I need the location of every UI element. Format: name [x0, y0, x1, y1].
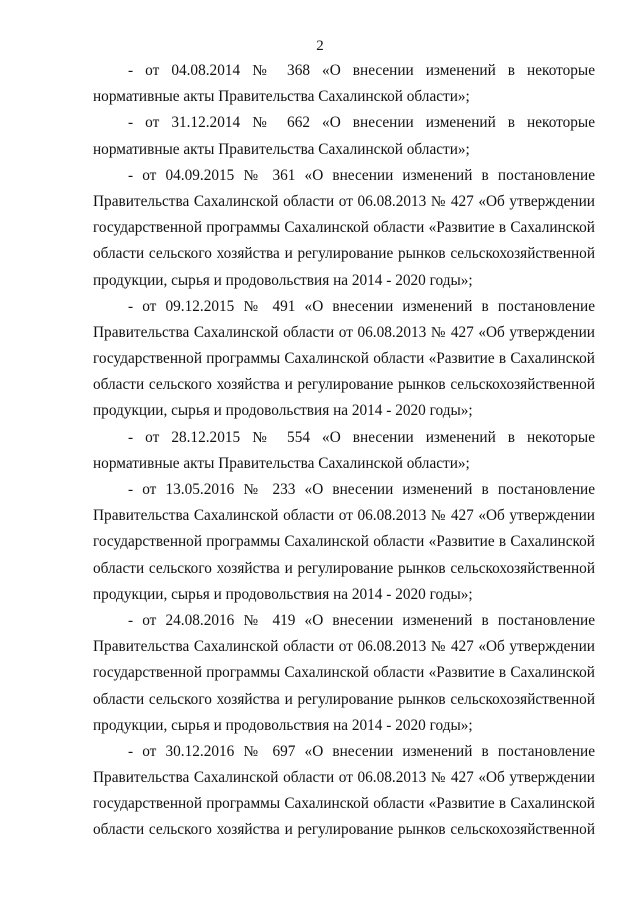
page-number: 2: [316, 38, 324, 54]
text-line: Правительства Сахалинской области от 06.08.2013 № 427 «Об утверждении: [93, 323, 595, 341]
text-line: - от 04.08.2014 № 368 «О внесении изменений в некоторые: [128, 62, 595, 79]
text-line: области сельского хозяйства и регулирование рынков сельскохозяйственной: [93, 690, 595, 708]
text-line: Правительства Сахалинской области от 06.08.2013 № 427 «Об утверждении: [93, 638, 595, 656]
text-line: - от 04.09.2015 № 361 «О внесении изменений в постановление: [128, 166, 595, 184]
text-line: - от 31.12.2014 № 662 «О внесении изменений в некоторые: [128, 114, 595, 132]
text-line: - от 13.05.2016 № 233 «О внесении изменений в постановление: [128, 481, 595, 498]
text-line: продукции, сырья и продовольствия на 2014 - 2020 годы»;: [93, 271, 473, 289]
text-line: государственной программы Сахалинской области «Развитие в Сахалинской: [93, 533, 595, 551]
text-line: - от 09.12.2015 № 491 «О внесении изменений в постановление: [128, 297, 595, 315]
text-line: Правительства Сахалинской области от 06.08.2013 № 427 «Об утверждении: [93, 769, 595, 787]
text-line: Правительства Сахалинской области от 06.08.2013 № 427 «Об утверждении: [93, 192, 595, 210]
text-line: государственной программы Сахалинской области «Развитие в Сахалинской: [93, 795, 595, 813]
text-line: области сельского хозяйства и регулирование рынков сельскохозяйственной: [93, 245, 595, 263]
document-body: [93, 58, 595, 844]
text-line: нормативные акты Правительства Сахалинской области»;: [93, 140, 470, 158]
text-line: продукции, сырья и продовольствия на 2014 - 2020 годы»;: [93, 402, 473, 420]
text-line: области сельского хозяйства и регулирование рынков сельскохозяйственной: [93, 559, 595, 577]
text-line: государственной программы Сахалинской области «Развитие в Сахалинской: [93, 350, 595, 368]
text-line: области сельского хозяйства и регулирование рынков сельскохозяйственной: [93, 376, 595, 394]
text-line: нормативные акты Правительства Сахалинской области»;: [93, 88, 470, 106]
text-line: государственной программы Сахалинской области «Развитие в Сахалинской: [93, 219, 595, 237]
text-line: - от 28.12.2015 № 554 «О внесении изменений в некоторые: [128, 428, 595, 446]
text-line: - от 30.12.2016 № 697 «О внесении изменений в постановление: [128, 742, 595, 760]
text-line: Правительства Сахалинской области от 06.08.2013 № 427 «Об утверждении: [93, 507, 595, 525]
text-line: государственной программы Сахалинской области «Развитие в Сахалинской: [93, 664, 595, 682]
text-line: продукции, сырья и продовольствия на 2014 - 2020 годы»;: [93, 716, 473, 734]
text-line: - от 24.08.2016 № 419 «О внесении изменений в постановление: [128, 611, 595, 629]
text-line: нормативные акты Правительства Сахалинской области»;: [93, 454, 470, 472]
text-line: области сельского хозяйства и регулирование рынков сельскохозяйственной: [93, 821, 595, 839]
text-line: продукции, сырья и продовольствия на 2014 - 2020 годы»;: [93, 585, 473, 603]
